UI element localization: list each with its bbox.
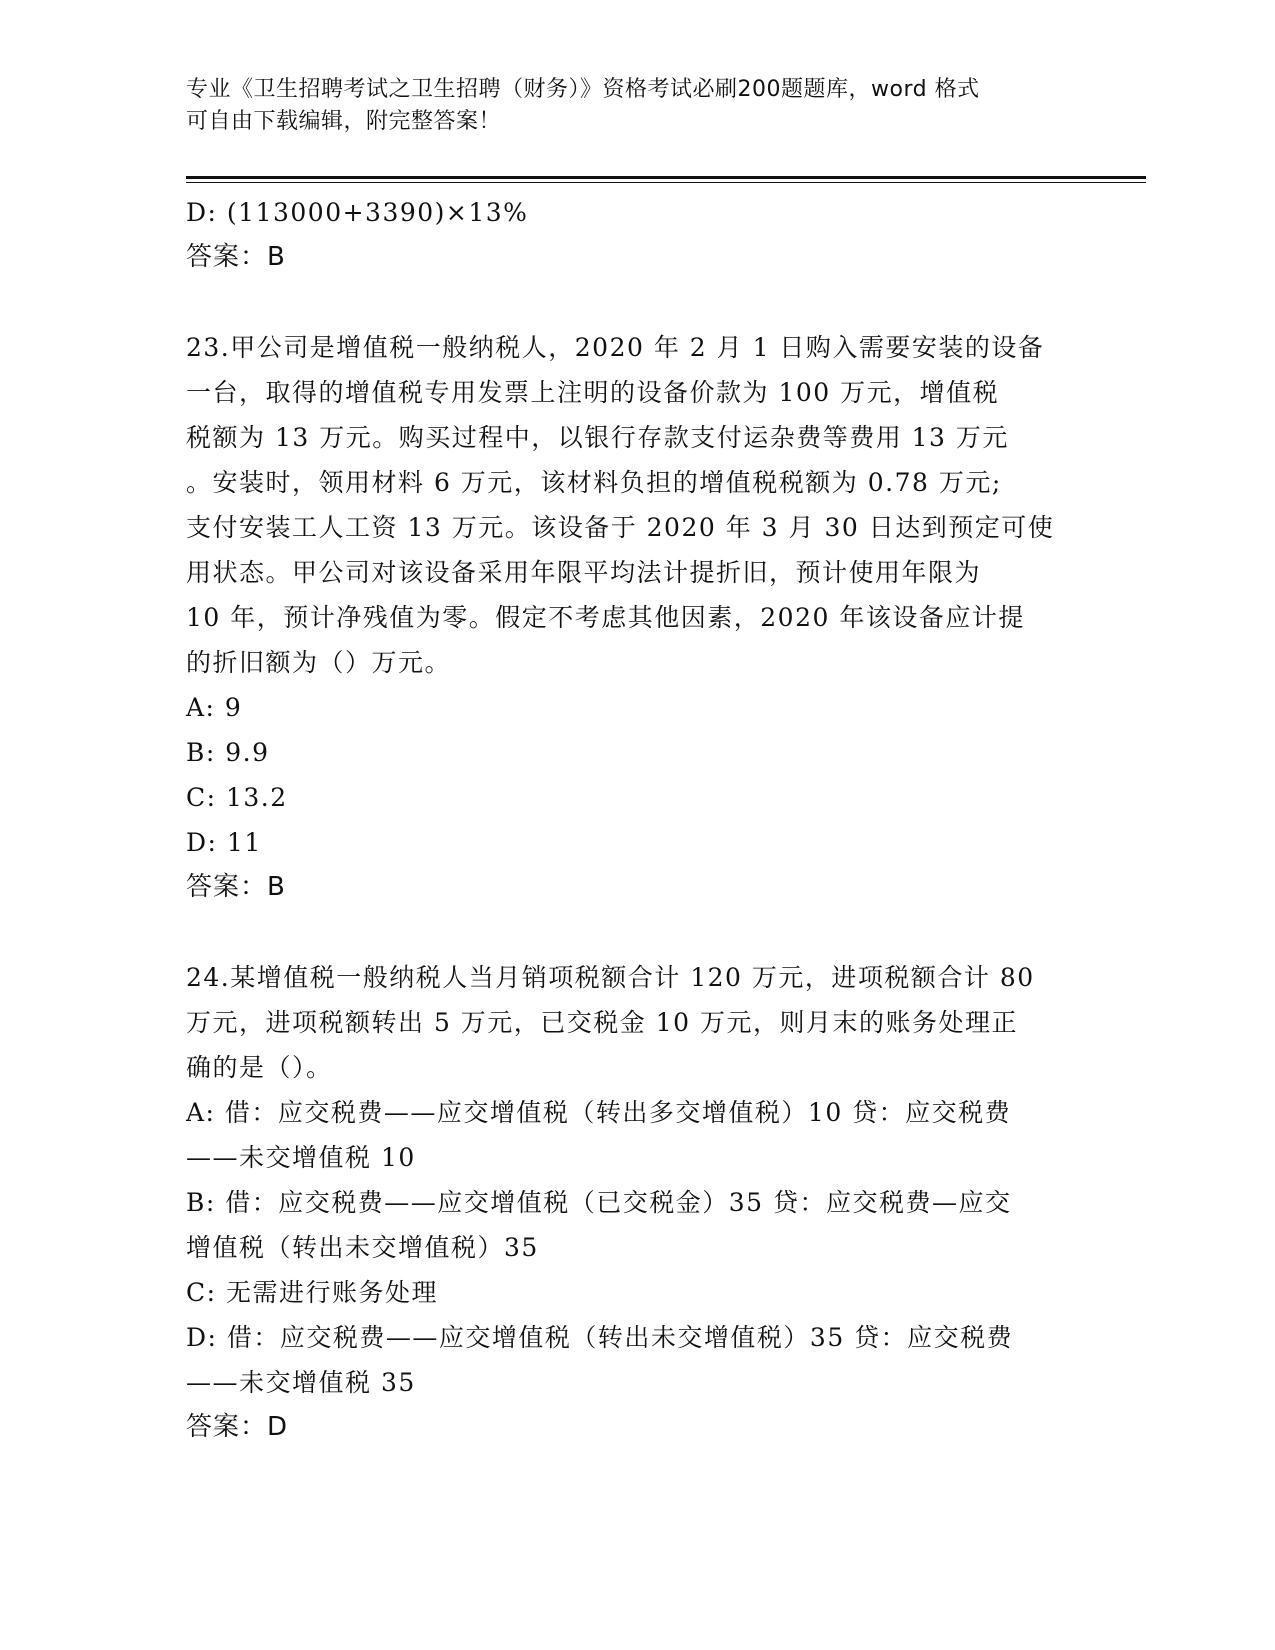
document-body	[186, 190, 1086, 1450]
q23-option-d: D: 11	[186, 828, 262, 857]
header-rule-thin	[186, 182, 1146, 183]
q24-option-d-cont: ——未交增值税 35	[186, 1368, 416, 1397]
q23-option-a: A: 9	[186, 693, 243, 722]
q23-text-line: 用状态。甲公司对该设备采用年限平均法计提折旧，预计使用年限为	[186, 558, 982, 587]
prev-option-d: D: (113000+3390)×13%	[186, 198, 529, 227]
q23-option-c: C: 13.2	[186, 783, 288, 812]
question-24	[186, 955, 1086, 1450]
q23-text-line: 一台，取得的增值税专用发票上注明的设备价款为 100 万元，增值税	[186, 378, 1000, 407]
q24-option-c: C: 无需进行账务处理	[186, 1278, 438, 1307]
q23-text-line: 税额为 13 万元。购买过程中，以银行存款支付运杂费等费用 13 万元	[186, 423, 1009, 452]
page-header	[186, 74, 1066, 138]
q23-option-b: B: 9.9	[186, 738, 270, 767]
q24-text-line: 万元，进项税额转出 5 万元，已交税金 10 万元，则月末的账务处理正	[186, 1008, 1019, 1037]
q23-text-line: 23.甲公司是增值税一般纳税人，2020 年 2 月 1 日购入需要安装的设备	[186, 333, 1045, 362]
q24-text-line: 24.某增值税一般纳税人当月销项税额合计 120 万元，进项税额合计 80	[186, 963, 1035, 992]
q23-answer: 答案：B	[186, 872, 286, 902]
q24-option-a-cont: ——未交增值税 10	[186, 1143, 416, 1172]
q24-answer: 答案：D	[186, 1412, 289, 1442]
spacer	[186, 910, 1086, 955]
spacer	[186, 280, 1086, 325]
q24-option-b-cont: 增值税（转出未交增值税）35	[186, 1233, 539, 1262]
question-23	[186, 325, 1086, 910]
header-line-2: 可自由下载编辑，附完整答案！	[186, 109, 502, 134]
q24-option-b: B: 借：应交税费——应交增值税（已交税金）35 贷：应交税费—应交	[186, 1188, 1012, 1217]
prev-answer: 答案：B	[186, 242, 286, 272]
q23-text-line: 。安装时，领用材料 6 万元，该材料负担的增值税税额为 0.78 万元;	[186, 468, 1002, 497]
q23-text-line: 的折旧额为（）万元。	[186, 648, 452, 677]
q24-option-a: A: 借：应交税费——应交增值税（转出多交增值税）10 贷：应交税费	[186, 1098, 1012, 1127]
q23-text-line: 支付安装工人工资 13 万元。该设备于 2020 年 3 月 30 日达到预定可使	[186, 513, 1055, 542]
q24-text-line: 确的是（）。	[186, 1053, 333, 1082]
q24-option-d: D: 借：应交税费——应交增值税（转出未交增值税）35 贷：应交税费	[186, 1323, 1014, 1352]
q23-text-line: 10 年，预计净残值为零。假定不考虑其他因素，2020 年该设备应计提	[186, 603, 1025, 632]
header-line-1: 专业《卫生招聘考试之卫生招聘（财务）》资格考试必刷200题题库，word 格式	[186, 77, 980, 102]
header-rule-thick	[186, 176, 1146, 179]
